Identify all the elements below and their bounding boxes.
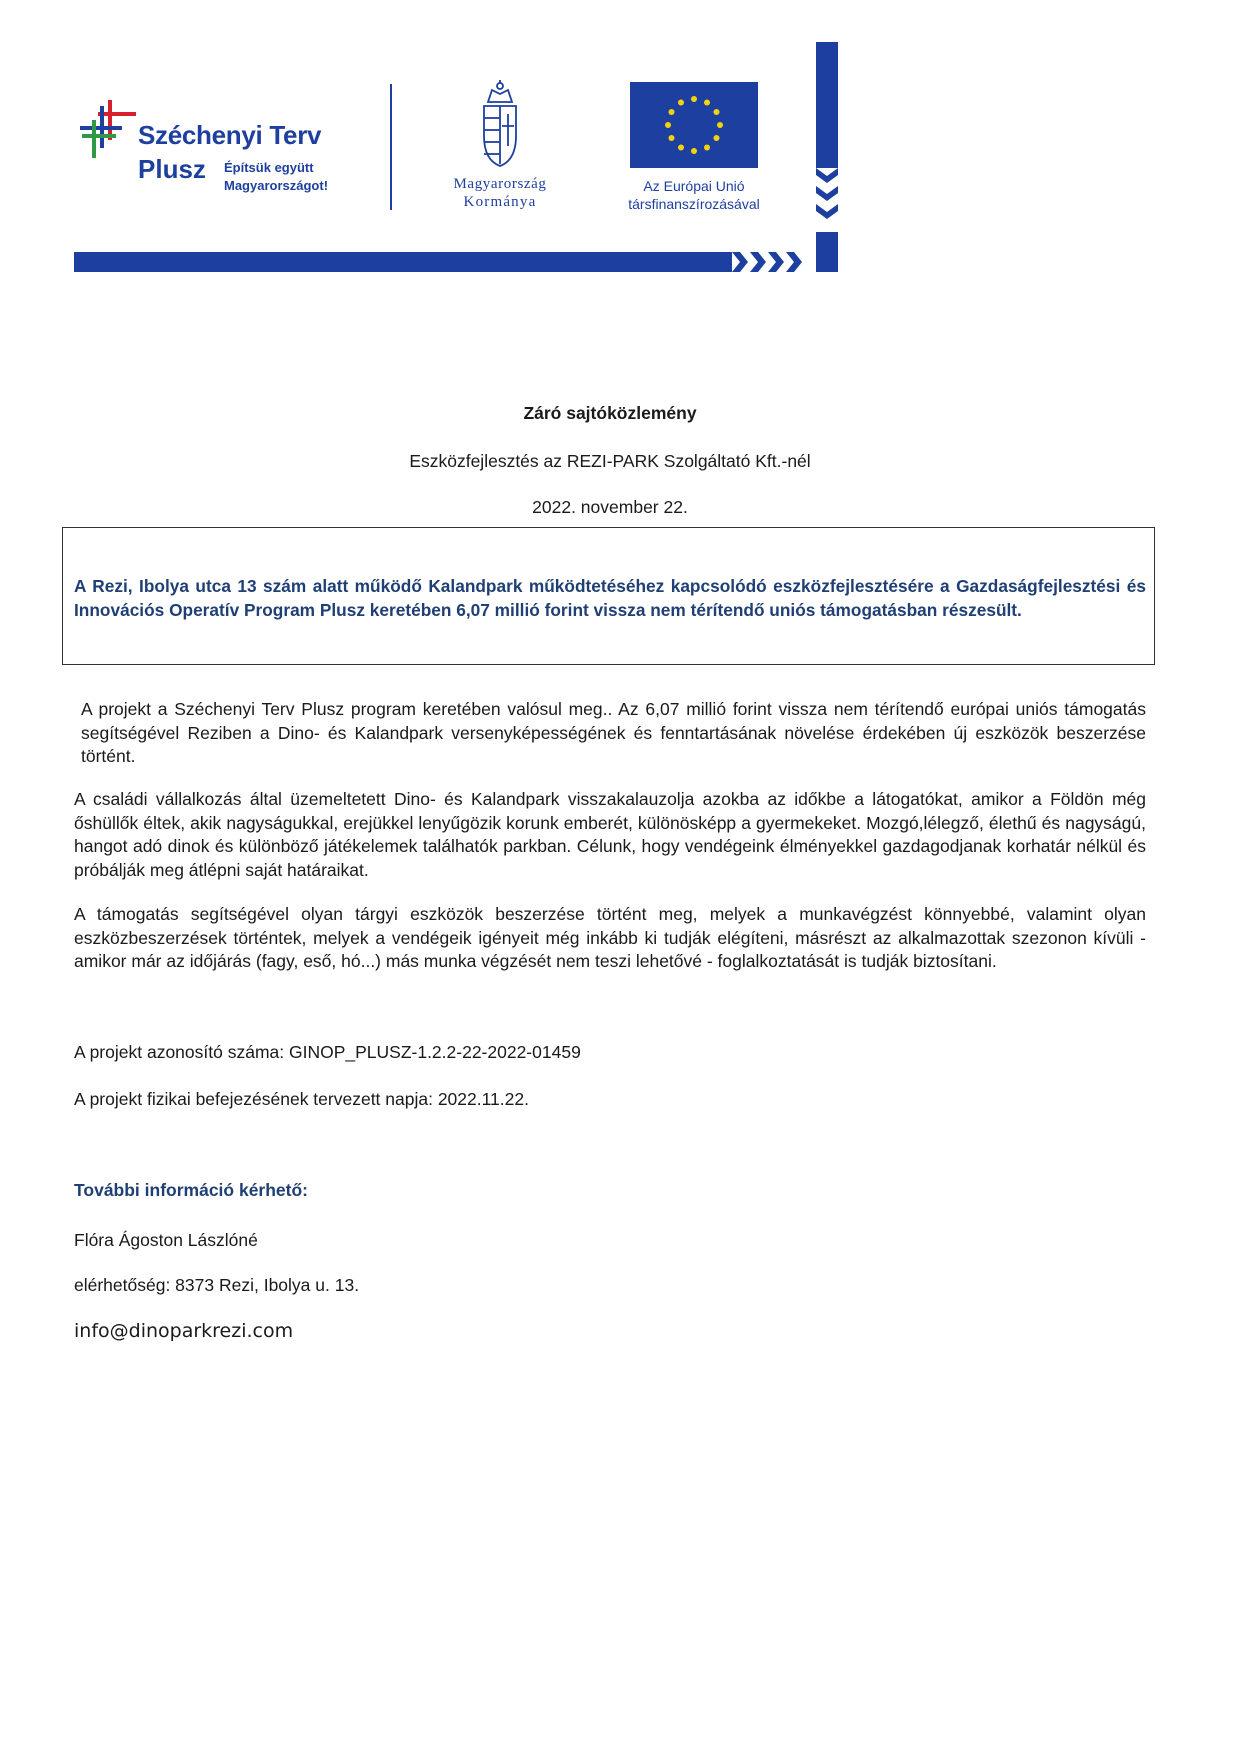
document-subtitle: Eszközfejlesztés az REZI-PARK Szolgáltató Kft.-nél xyxy=(409,451,811,471)
banner-right-bar xyxy=(816,42,838,272)
szechenyi-cross-icon xyxy=(76,96,142,162)
eu-line2: társfinanszírozásával xyxy=(628,196,760,212)
chevron-down-icon xyxy=(816,168,838,232)
eu-logo xyxy=(606,82,786,222)
szechenyi-slogan-line1: Építsük együtt xyxy=(224,160,314,175)
chevron-right-icon xyxy=(732,252,808,272)
coat-of-arms-icon xyxy=(470,80,530,170)
project-end-date: A projekt fizikai befejezésének tervezett napja: 2022.11.22. xyxy=(74,1089,529,1109)
paragraph-3: A támogatás segítségével olyan tárgyi eszközök beszerzése történt meg, melyek a munkavégzést könnyebbé, valamint olyan eszközbeszerzések történtek, melyek a vendégeik igényeit még inkább ki tudják elégíteni, másrészt az alkalmazottak szezonon kívüli - amikor már az időjárás (fagy, eső, hó...) más munka végzését nem teszi lehetővé - foglalkoztatását is tudják biztosítani. xyxy=(74,904,1146,971)
contact-name: Flóra Ágoston Lászlóné xyxy=(74,1230,258,1250)
summary-text: A Rezi, Ibolya utca 13 szám alatt működő Kalandpark működtetéséhez kapcsolódó eszközfejlesztésére a Gazdaságfejlesztési és Innovációs Operatív Program Plusz keretében 6,07 millió forint vissza nem térítendő uniós támogatásban részesült. xyxy=(74,576,1146,620)
szechenyi-name-line1: Széchenyi Terv xyxy=(138,120,322,150)
eu-line1: Az Európai Unió xyxy=(643,178,745,194)
logo-divider xyxy=(390,84,392,210)
szechenyi-slogan-line2: Magyarországot! xyxy=(224,178,329,193)
contact-address: elérhetőség: 8373 Rezi, Ibolya u. 13. xyxy=(74,1275,360,1295)
banner-bottom-bar xyxy=(74,252,739,272)
eu-flag xyxy=(630,82,758,168)
szechenyi-terv-logo xyxy=(76,96,346,206)
szechenyi-name-line2: Plusz xyxy=(138,154,206,184)
government-line1: Magyarország xyxy=(453,176,547,192)
project-id: A projekt azonosító száma: GINOP_PLUSZ-1.2.2-22-2022-01459 xyxy=(74,1042,581,1062)
government-logo xyxy=(420,80,580,216)
eu-stars-icon xyxy=(630,82,758,168)
document-date: 2022. november 22. xyxy=(532,497,688,517)
paragraph-1: A projekt a Széchenyi Terv Plusz program keretében valósul meg.. Az 6,07 millió forint vissza nem térítendő európai uniós támogatás segítségével Reziben a Dino- és Kalandpark versenyképességének és fenntartásának növelése érdekében új eszközök beszerzése történt. xyxy=(81,699,1146,766)
contact-email: info@dinoparkrezi.com xyxy=(74,1320,294,1342)
info-heading: További információ kérhető: xyxy=(74,1180,309,1200)
paragraph-2: A családi vállalkozás által üzemeltetett Dino- és Kalandpark visszakalauzolja azokba az időkbe a látogatókat, amikor a Földön még őshüllők éltek, akik nagyságukkal, erejükkel lenyűgözik korunk emberét, különösképp a gyermekeket. Mozgó,lélegző, élethű és nagyságú, hangot adó dinok és különböző játékelemek találhatók parkban. Célunk, hogy vendégeink élményekkel gazdagodjanak korhatár nélkül és próbálják meg átlépni saját határaikat. xyxy=(74,789,1146,880)
document-title: Záró sajtóközlemény xyxy=(523,403,697,423)
government-line2: Kormánya xyxy=(463,194,537,210)
